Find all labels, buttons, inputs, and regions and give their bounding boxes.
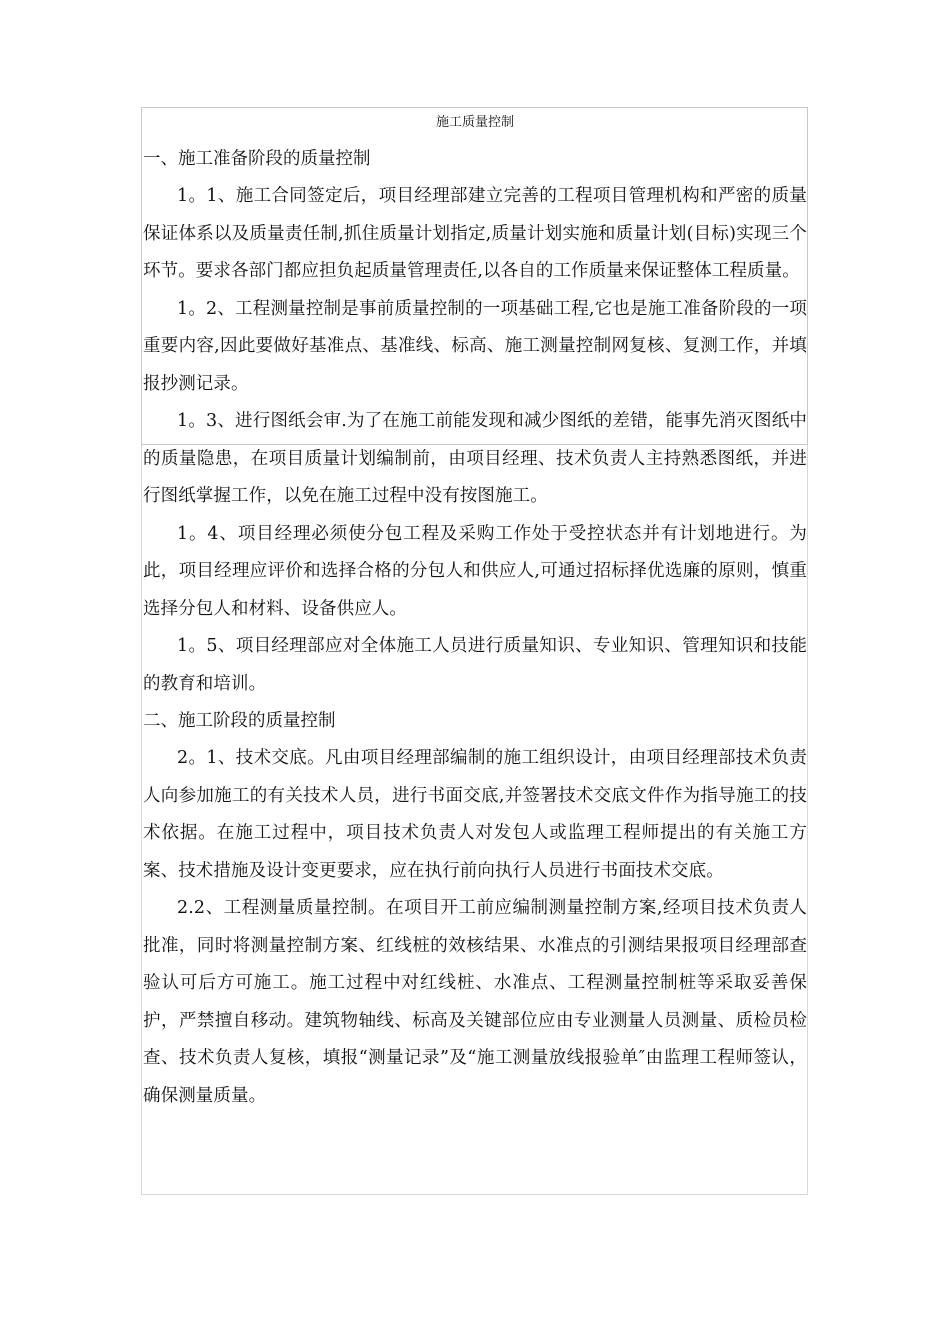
paragraph: 1。1、施工合同签定后，项目经理部建立完善的工程项目管理机构和严密的质量保证体系以及质量责任制,抓住质量计划指定,质量计划实施和质量计划(目标)实现三个环节。要求各部门都应担负起质量管理责任,以各自的工作质量来保证整体工程质量。 <box>143 186 807 281</box>
section-construction <box>143 703 807 1115</box>
paragraph: 1。3、进行图纸会审.为了在施工前能发现和减少图纸的差错，能事先消灭图纸中的质量隐患，在项目质量计划编制前，由项目经理、技术负责人主持熟悉图纸，并进行图纸掌握工作，以免在施工过程中没有按图施工。 <box>143 411 807 506</box>
section-heading: 二、施工阶段的质量控制 <box>143 711 336 731</box>
paragraph: 1。4、项目经理必须使分包工程及采购工作处于受控状态并有计划地进行。为此，项目经理应评价和选择合格的分包人和供应人,可通过招标择优选廉的原则，慎重选择分包人和材料、设备供应人。 <box>143 523 807 619</box>
paragraph: 1。5、项目经理部应对全体施工人员进行质量知识、专业知识、管理知识和技能的教育和培训。 <box>143 636 807 694</box>
section-preparation <box>143 141 807 703</box>
paragraph: 1。2、工程测量控制是事前质量控制的一项基础工程,它也是施工准备阶段的一项重要内容,因此要做好基准点、基准线、标高、施工测量控制网复核、复测工作，并填报抄测记录。 <box>143 298 807 394</box>
paragraph: 2.2、工程测量质量控制。在项目开工前应编制测量控制方案,经项目技术负责人批准，同时将测量控制方案、红线桩的效核结果、水准点的引测结果报项目经理部查验认可后方可施工。施工过程中对红线桩、水准点、工程测量控制桩等采取妥善保护，严禁擅自移动。建筑物轴线、标高及关键部位应由专业测量人员测量、质检员检查、技术负责人复核，填报“测量记录”及“施工测量放线报验单″由监理工程师签认，确保测量质量。 <box>143 898 807 1106</box>
paragraph: 2。1、技术交底。凡由项目经理部编制的施工组织设计，由项目经理部技术负责人向参加施工的有关技术人员，进行书面交底,并签署技术交底文件作为指导施工的技术依据。在施工过程中，项目技术负责人对发包人或监理工程师提出的有关施工方案、技术措施及设计变更要求，应在执行前向执行人员进行书面技术交底。 <box>143 748 807 881</box>
document-title: 施工质量控制 <box>435 115 514 130</box>
section-heading: 一、施工准备阶段的质量控制 <box>143 149 371 169</box>
document-body <box>143 107 807 1115</box>
